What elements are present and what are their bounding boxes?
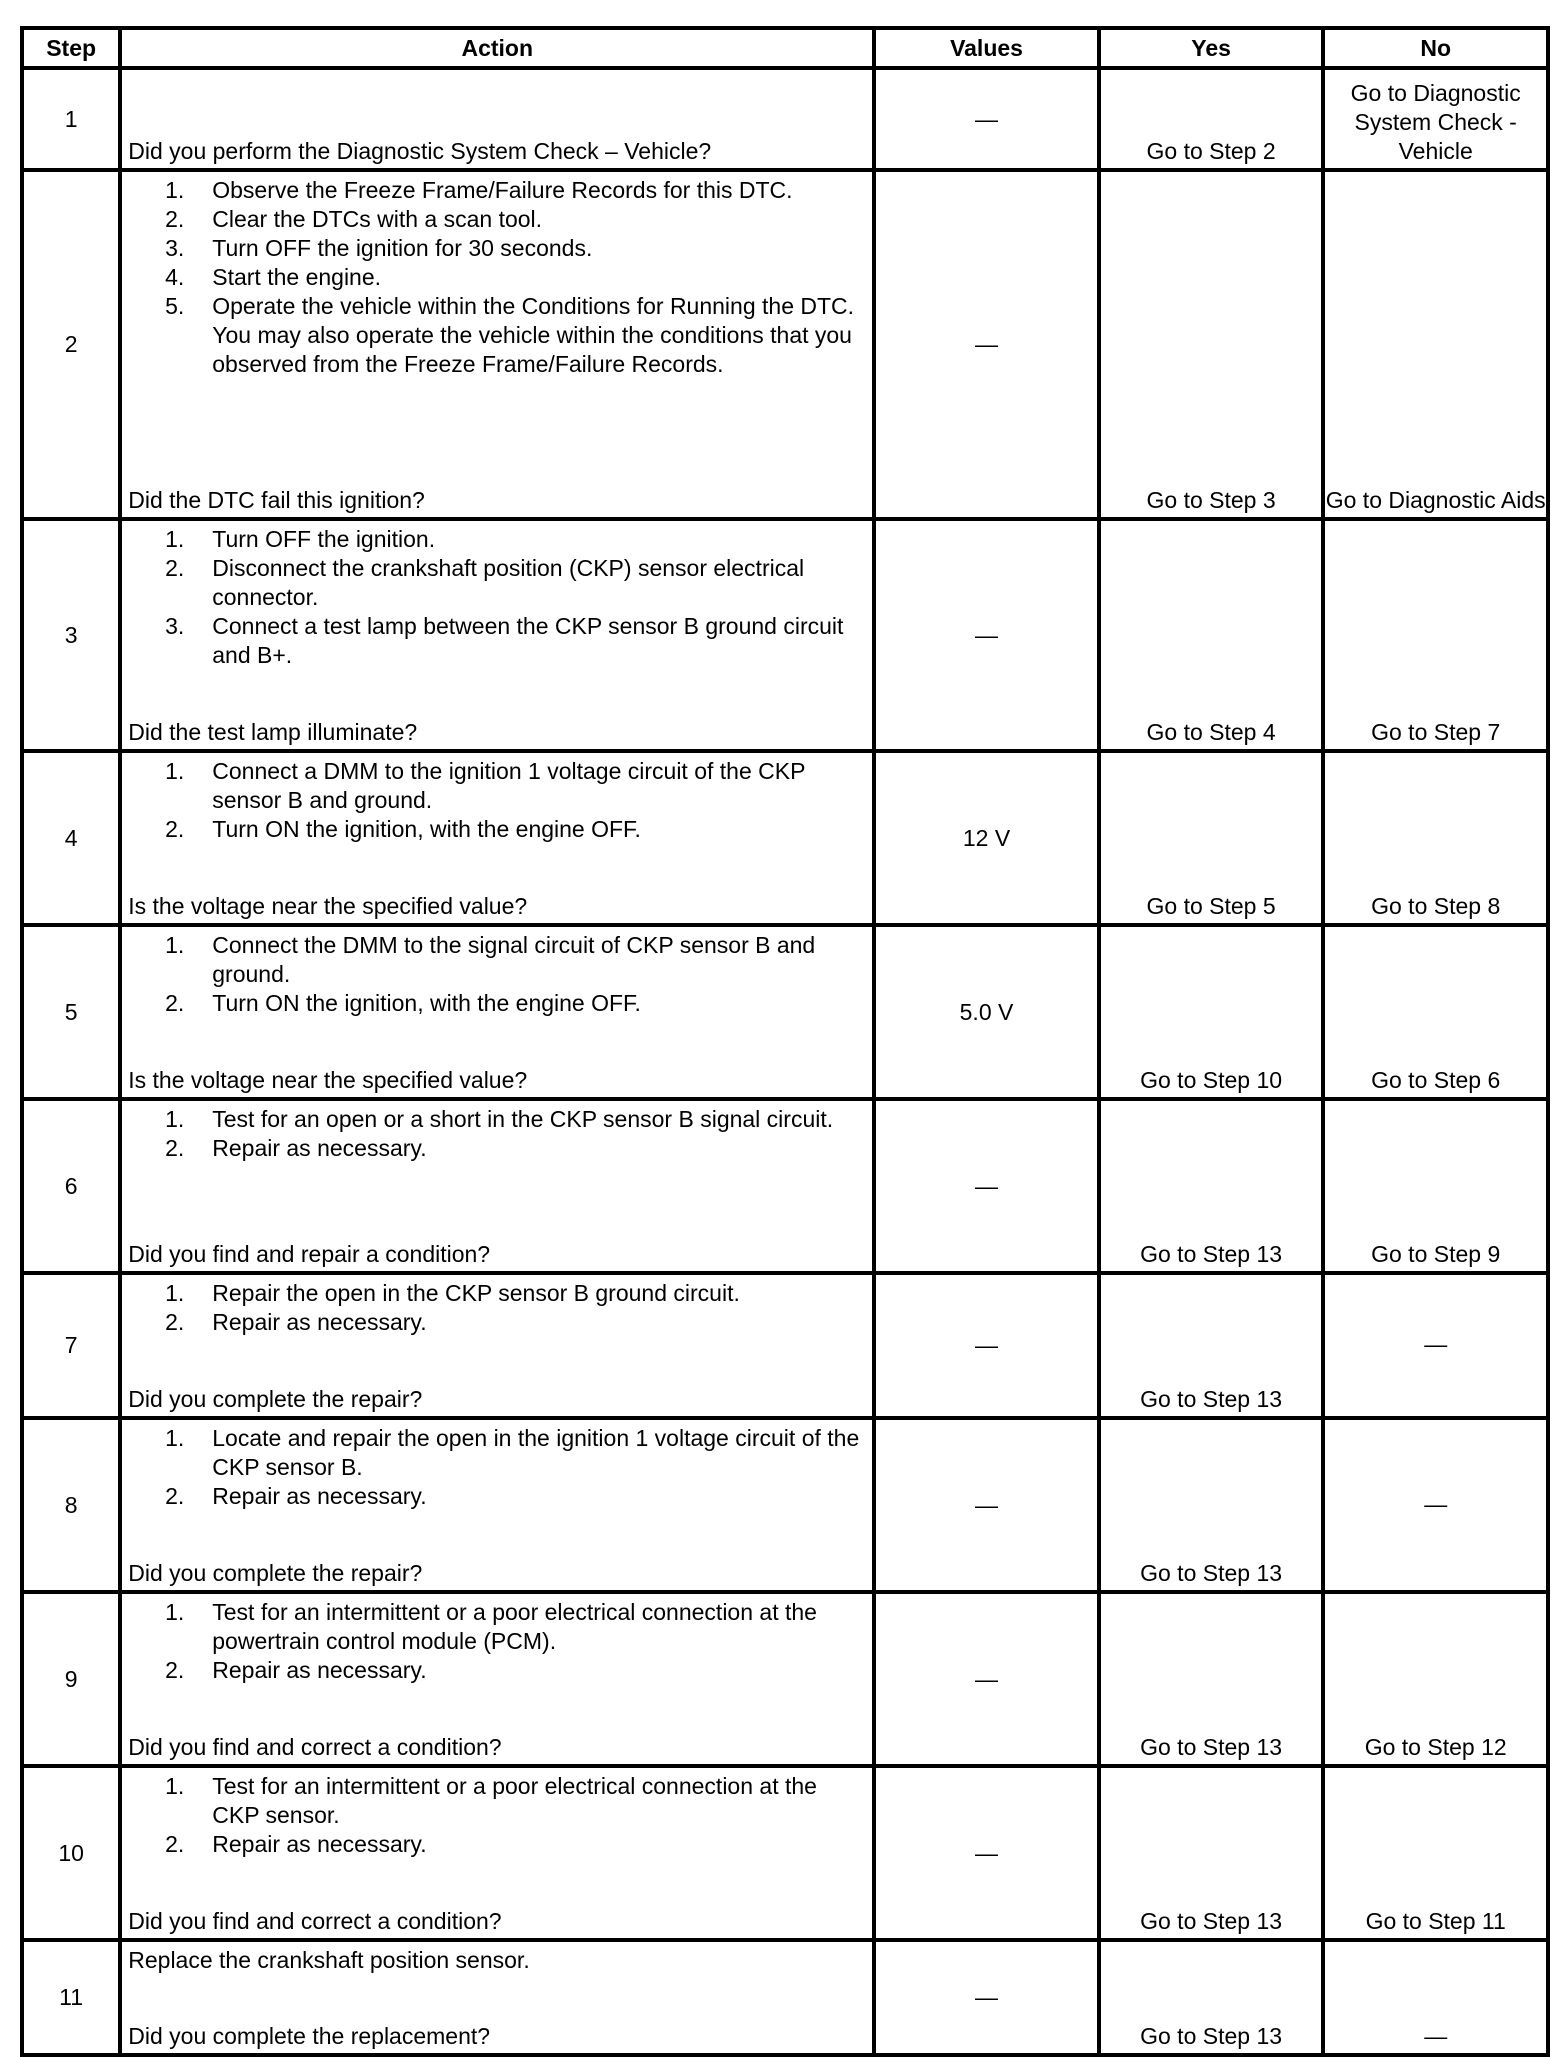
sub-step-text: Test for an open or a short in the CKP sensor B signal circuit. (212, 1106, 834, 1132)
no-result: Go to Diagnostic Aids (1325, 487, 1546, 513)
diagnostic-table (20, 26, 1550, 2057)
action-sub-steps (128, 1598, 862, 1685)
sub-step-text: Connect a DMM to the ignition 1 voltage circuit of the CKP sensor B and ground. (212, 758, 806, 813)
yes-cell (1099, 751, 1324, 925)
sub-step-text: Observe the Freeze Frame/Failure Records for this DTC. (212, 177, 793, 203)
action-question: Did the test lamp illuminate? (128, 719, 418, 745)
table-row (22, 1592, 1548, 1766)
action-sub-step (128, 1308, 862, 1337)
action-sub-step (128, 1424, 862, 1482)
sub-step-text: Locate and repair the open in the ignition 1 voltage circuit of the CKP sensor B. (212, 1425, 860, 1480)
no-cell (1323, 170, 1548, 519)
no-result: Go to Step 8 (1371, 893, 1501, 919)
action-cell (120, 519, 874, 751)
no-result: Go to Step 11 (1365, 1908, 1506, 1934)
header-step: Step (22, 28, 120, 68)
action-content (122, 70, 872, 168)
values-cell (874, 1766, 1099, 1940)
action-cell (120, 1766, 874, 1940)
values-cell (874, 519, 1099, 751)
action-content (122, 927, 872, 1097)
value-text: — (975, 1491, 998, 1518)
action-question: Did you complete the repair? (128, 1560, 423, 1586)
table-row (22, 1099, 1548, 1273)
action-sub-step (128, 1105, 862, 1134)
yes-result: Go to Step 3 (1146, 487, 1276, 513)
sub-step-text: Connect the DMM to the signal circuit of CKP sensor B and ground. (212, 932, 816, 987)
no-result: — (1424, 1331, 1448, 1357)
step-number: 5 (22, 925, 120, 1099)
sub-step-text: Turn ON the ignition, with the engine OFF. (212, 990, 641, 1016)
action-question: Did you complete the replacement? (128, 2023, 491, 2049)
sub-step-text: Test for an intermittent or a poor electrical connection at the powertrain control module (PCM). (212, 1599, 817, 1654)
sub-step-text: Clear the DTCs with a scan tool. (212, 206, 543, 232)
values-cell (874, 68, 1099, 170)
yes-result: Go to Step 5 (1146, 893, 1276, 919)
action-question: Did you perform the Diagnostic System Check – Vehicle? (128, 138, 712, 164)
action-instructions (128, 1105, 862, 1163)
table-row (22, 519, 1548, 751)
values-cell (874, 1592, 1099, 1766)
action-question: Did you find and correct a condition? (128, 1908, 502, 1934)
action-instructions (128, 1279, 862, 1337)
sub-step-text: Repair as necessary. (212, 1657, 427, 1683)
value-text: 12 V (962, 824, 1011, 851)
sub-step-number: 2. (165, 990, 185, 1016)
table-row (22, 1766, 1548, 1940)
action-content (122, 1101, 872, 1271)
no-cell (1323, 925, 1548, 1099)
no-result: Go to Step 7 (1371, 719, 1501, 745)
action-sub-step (128, 205, 862, 234)
no-cell (1323, 1592, 1548, 1766)
no-cell (1323, 1766, 1548, 1940)
action-instructions (128, 931, 862, 1018)
action-instructions (128, 1946, 862, 1975)
no-result: Go to Step 9 (1371, 1241, 1501, 1267)
value-text: — (975, 621, 998, 648)
value-text: — (975, 1332, 998, 1358)
action-cell (120, 1273, 874, 1418)
sub-step-number: 2. (165, 1483, 185, 1509)
action-sub-step (128, 1772, 862, 1830)
sub-step-number: 2. (165, 206, 185, 232)
sub-step-number: 2. (165, 1831, 185, 1857)
action-sub-steps (128, 1424, 862, 1511)
yes-result: Go to Step 13 (1140, 2023, 1283, 2049)
no-result: — (1424, 2023, 1448, 2049)
step-number: 7 (22, 1273, 120, 1418)
no-result: Go to Diagnostic System Check - Vehicle (1350, 80, 1521, 164)
yes-result: Go to Step 10 (1140, 1067, 1283, 1093)
yes-cell (1099, 1592, 1324, 1766)
sub-step-number: 2. (165, 816, 185, 842)
action-content (122, 1768, 872, 1938)
sub-step-number: 3. (165, 235, 185, 261)
action-instructions (128, 757, 862, 844)
action-content (122, 1594, 872, 1764)
yes-cell (1099, 519, 1324, 751)
action-sub-step (128, 931, 862, 989)
action-sub-step (128, 263, 862, 292)
sub-step-text: Start the engine. (212, 264, 382, 290)
table-row (22, 1273, 1548, 1418)
value-text: — (975, 1665, 998, 1692)
no-result: Go to Step 12 (1364, 1734, 1507, 1760)
action-sub-step (128, 1598, 862, 1656)
sub-step-number: 2. (165, 1657, 185, 1683)
step-number: 6 (22, 1099, 120, 1273)
action-instructions (128, 176, 862, 379)
yes-cell (1099, 1099, 1324, 1273)
sub-step-number: 5. (165, 293, 185, 319)
action-instructions (128, 1598, 862, 1685)
yes-cell (1099, 1766, 1324, 1940)
yes-result: Go to Step 13 (1140, 1560, 1283, 1586)
yes-result: Go to Step 2 (1146, 138, 1276, 164)
action-sub-steps (128, 1772, 862, 1859)
sub-step-number: 3. (165, 613, 185, 639)
action-sub-step (128, 292, 862, 379)
sub-step-text: Repair as necessary. (212, 1483, 427, 1509)
table-row (22, 1418, 1548, 1592)
action-intro: Replace the crankshaft position sensor. (128, 1947, 530, 1973)
action-sub-step (128, 1830, 862, 1859)
header-values: Values (874, 28, 1099, 68)
no-cell (1323, 1099, 1548, 1273)
action-sub-step (128, 815, 862, 844)
step-number: 3 (22, 519, 120, 751)
action-cell (120, 1592, 874, 1766)
header-row (22, 28, 1548, 68)
values-cell (874, 1099, 1099, 1273)
action-sub-step (128, 1279, 862, 1308)
table-row (22, 925, 1548, 1099)
header-no: No (1323, 28, 1548, 68)
value-text: — (975, 331, 998, 357)
sub-step-text: Repair the open in the CKP sensor B ground circuit. (212, 1280, 740, 1306)
step-number: 11 (22, 1940, 120, 2055)
values-cell (874, 751, 1099, 925)
sub-step-text: Disconnect the crankshaft position (CKP) sensor electrical connector. (212, 555, 805, 610)
yes-result: Go to Step 4 (1146, 719, 1276, 745)
action-instructions (128, 1772, 862, 1859)
step-number: 1 (22, 68, 120, 170)
action-sub-steps (128, 1105, 862, 1163)
action-sub-step (128, 234, 862, 263)
no-cell (1323, 1418, 1548, 1592)
no-result: Go to Step 6 (1371, 1067, 1501, 1093)
action-content (122, 1275, 872, 1416)
sub-step-number: 1. (165, 1106, 185, 1132)
sub-step-text: Repair as necessary. (212, 1135, 427, 1161)
yes-cell (1099, 1418, 1324, 1592)
action-sub-step (128, 554, 862, 612)
value-text: — (975, 1984, 998, 2010)
action-question: Did you complete the repair? (128, 1386, 423, 1412)
yes-cell (1099, 68, 1324, 170)
action-sub-steps (128, 176, 862, 379)
value-text: — (975, 1172, 998, 1199)
value-text: — (975, 105, 998, 132)
table-row (22, 68, 1548, 170)
yes-cell (1099, 925, 1324, 1099)
values-cell (874, 1418, 1099, 1592)
no-result: — (1424, 1490, 1448, 1517)
action-question: Did you find and repair a condition? (128, 1241, 491, 1267)
step-number: 4 (22, 751, 120, 925)
sub-step-text: Test for an intermittent or a poor electrical connection at the CKP sensor. (212, 1773, 817, 1828)
sub-step-text: Operate the vehicle within the Conditions for Running the DTC. You may also operate the vehicle within the conditions that you observed from the Freeze Frame/Failure Records. (212, 293, 855, 377)
sub-step-number: 4. (165, 264, 185, 290)
sub-step-number: 1. (165, 1280, 185, 1306)
step-number: 2 (22, 170, 120, 519)
values-cell (874, 925, 1099, 1099)
action-sub-steps (128, 757, 862, 844)
no-cell (1323, 519, 1548, 751)
no-cell (1323, 1273, 1548, 1418)
action-content (122, 753, 872, 923)
sub-step-number: 1. (165, 1599, 185, 1625)
action-cell (120, 68, 874, 170)
sub-step-text: Turn ON the ignition, with the engine OFF. (212, 816, 641, 842)
action-sub-step (128, 757, 862, 815)
sub-step-text: Turn OFF the ignition. (212, 526, 436, 552)
action-question: Is the voltage near the specified value? (128, 893, 528, 919)
action-sub-steps (128, 1279, 862, 1337)
action-cell (120, 925, 874, 1099)
values-cell (874, 170, 1099, 519)
table-row (22, 170, 1548, 519)
action-sub-steps (128, 525, 862, 670)
action-instructions (128, 1424, 862, 1511)
action-question: Is the voltage near the specified value? (128, 1067, 528, 1093)
sub-step-text: Repair as necessary. (212, 1309, 427, 1335)
sub-step-number: 1. (165, 932, 185, 958)
no-cell (1323, 751, 1548, 925)
header-action: Action (120, 28, 874, 68)
action-content (122, 1420, 872, 1590)
sub-step-number: 2. (165, 1309, 185, 1335)
sub-step-text: Connect a test lamp between the CKP sensor B ground circuit and B+. (212, 613, 844, 668)
yes-result: Go to Step 13 (1140, 1386, 1283, 1412)
action-sub-step (128, 989, 862, 1018)
action-cell (120, 1418, 874, 1592)
action-sub-step (128, 1134, 862, 1163)
sub-step-number: 1. (165, 177, 185, 203)
no-cell (1323, 68, 1548, 170)
values-cell (874, 1273, 1099, 1418)
step-number: 9 (22, 1592, 120, 1766)
sub-step-number: 1. (165, 1425, 185, 1451)
action-question: Did you find and correct a condition? (128, 1734, 502, 1760)
step-number: 8 (22, 1418, 120, 1592)
value-text: 5.0 V (959, 998, 1014, 1025)
action-cell (120, 751, 874, 925)
action-sub-step (128, 176, 862, 205)
sub-step-number: 1. (165, 758, 185, 784)
action-sub-step (128, 1482, 862, 1511)
sub-step-number: 2. (165, 555, 185, 581)
yes-result: Go to Step 13 (1140, 1734, 1283, 1760)
action-sub-step (128, 1656, 862, 1685)
sub-step-number: 2. (165, 1135, 185, 1161)
action-content (122, 521, 872, 749)
yes-result: Go to Step 13 (1140, 1241, 1283, 1267)
action-instructions (128, 525, 862, 670)
action-sub-step (128, 612, 862, 670)
sub-step-text: Turn OFF the ignition for 30 seconds. (212, 235, 593, 261)
action-sub-step (128, 525, 862, 554)
sub-step-text: Repair as necessary. (212, 1831, 427, 1857)
sub-step-number: 1. (165, 526, 185, 552)
table-row (22, 751, 1548, 925)
yes-result: Go to Step 13 (1140, 1908, 1283, 1934)
action-sub-steps (128, 931, 862, 1018)
header-yes: Yes (1099, 28, 1324, 68)
action-cell (120, 170, 874, 519)
table-body (22, 68, 1548, 2055)
action-cell (120, 1099, 874, 1273)
value-text: — (975, 1839, 998, 1866)
sub-step-number: 1. (165, 1773, 185, 1799)
action-content (122, 172, 872, 517)
yes-cell (1099, 1273, 1324, 1418)
step-number: 10 (22, 1766, 120, 1940)
action-question: Did the DTC fail this ignition? (128, 487, 425, 513)
yes-cell (1099, 170, 1324, 519)
